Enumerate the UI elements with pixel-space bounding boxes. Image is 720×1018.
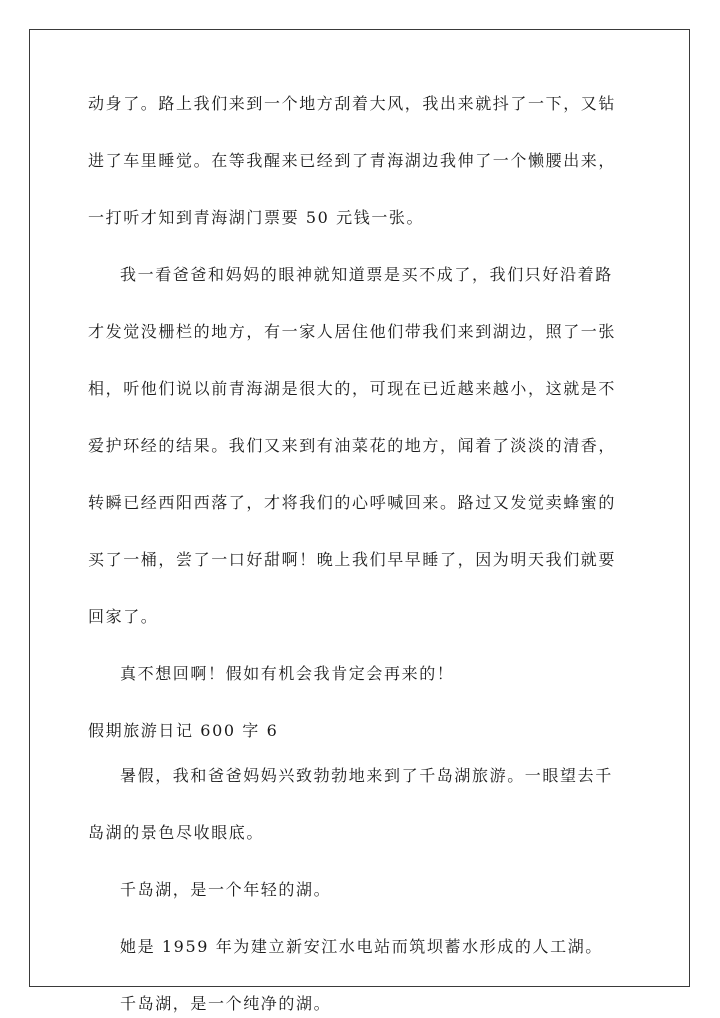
section-heading: 假期旅游日记 600 字 6	[88, 721, 279, 740]
text-line: 进了车里睡觉。在等我醒来已经到了青海湖边我伸了一个懒腰出来，	[88, 151, 617, 170]
paragraph-start-line: 暑假，我和爸爸妈妈兴致勃勃地来到了千岛湖旅游。一眼望去千	[120, 766, 613, 785]
text-line: 一打听才知到青海湖门票要 50 元钱一张。	[88, 208, 425, 227]
paragraph-start-line: 她是 1959 年为建立新安江水电站而筑坝蓄水形成的人工湖。	[120, 937, 603, 956]
text-line: 动身了。路上我们来到一个地方刮着大风，我出来就抖了一下，又钻	[88, 94, 617, 113]
paragraph-start-line: 我一看爸爸和妈妈的眼神就知道票是买不成了，我们只好沿着路	[120, 265, 613, 284]
text-line: 岛湖的景色尽收眼底。	[88, 823, 265, 842]
text-line: 买了一桶，尝了一口好甜啊！晚上我们早早睡了，因为明天我们就要	[88, 550, 617, 569]
text-line: 转瞬已经西阳西落了，才将我们的心呼喊回来。路过又发觉卖蜂蜜的	[88, 493, 617, 512]
text-line: 回家了。	[88, 607, 159, 626]
paragraph-start-line: 千岛湖，是一个年轻的湖。	[120, 880, 332, 899]
paragraph-start-line: 真不想回啊！假如有机会我肯定会再来的！	[120, 664, 455, 683]
text-line: 相，听他们说以前青海湖是很大的，可现在已近越来越小，这就是不	[88, 379, 617, 398]
paragraph-start-line: 千岛湖，是一个纯净的湖。	[120, 994, 332, 1013]
text-line: 爱护环经的结果。我们又来到有油菜花的地方，闻着了淡淡的清香，	[88, 436, 617, 455]
text-line: 才发觉没栅栏的地方，有一家人居住他们带我们来到湖边，照了一张	[88, 322, 617, 341]
